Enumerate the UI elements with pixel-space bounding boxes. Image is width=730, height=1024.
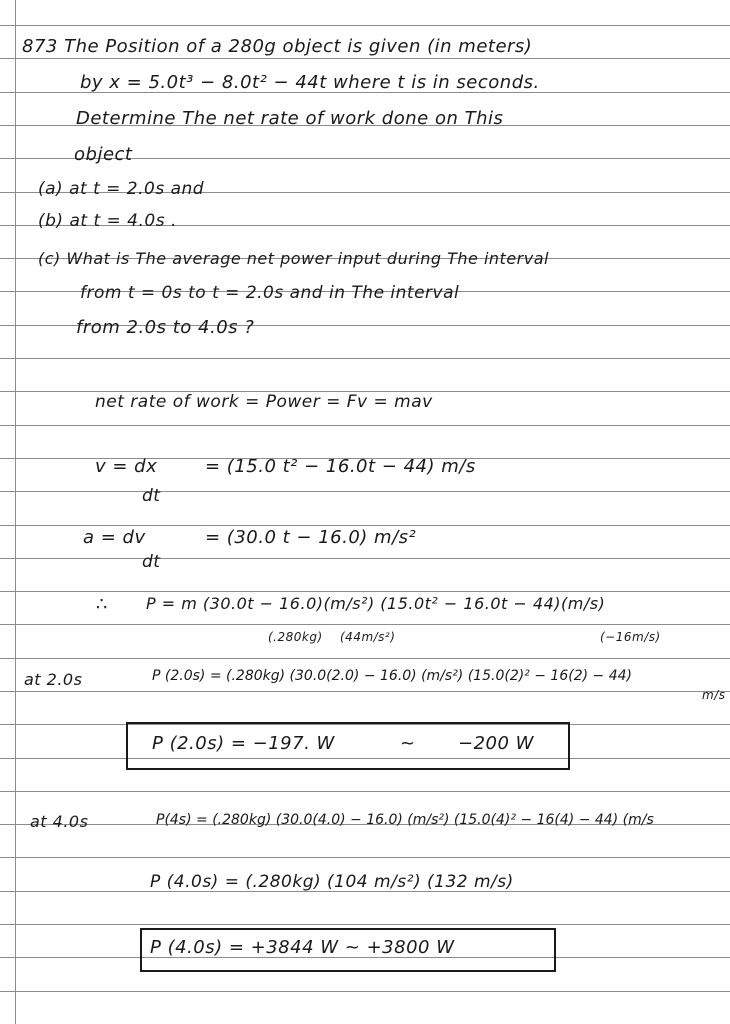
velocity-lhs: v = dx bbox=[95, 456, 158, 477]
rule-line bbox=[0, 591, 730, 592]
rule-line bbox=[0, 425, 730, 426]
power-4s-expression: P(4s) = (.280kg) (30.0(4.0) − 16.0) (m/s²) (15.0(4)² − 16(4) − 44) (m/s bbox=[156, 812, 654, 828]
part-c-line-1: (c) What is The average net power input during The interval bbox=[38, 249, 549, 268]
problem-line-4: object bbox=[74, 144, 133, 165]
rule-line bbox=[0, 857, 730, 858]
rule-line bbox=[0, 491, 730, 492]
answer-2s-rounded: −200 W bbox=[458, 733, 534, 754]
rate-of-work-line: net rate of work = Power = Fv = mav bbox=[95, 392, 433, 412]
approx-symbol: ~ bbox=[400, 733, 416, 754]
part-c-line-3: from 2.0s to 4.0s ? bbox=[76, 317, 255, 338]
rule-line bbox=[0, 624, 730, 625]
problem-line-2: by x = 5.0t³ − 8.0t² − 44t where t is in seconds. bbox=[80, 72, 540, 93]
annotation-velocity: (−16m/s) bbox=[600, 630, 661, 644]
answer-4s: P (4.0s) = +3844 W ~ +3800 W bbox=[150, 937, 455, 958]
accel-denominator: dt bbox=[142, 552, 161, 572]
margin-line bbox=[15, 0, 16, 1024]
rule-line bbox=[0, 924, 730, 925]
label-at-4s: at 4.0s bbox=[30, 812, 89, 831]
annotation-accel: (44m/s²) bbox=[340, 630, 396, 644]
power-4s-step: P (4.0s) = (.280kg) (104 m/s²) (132 m/s) bbox=[150, 872, 514, 892]
rule-line bbox=[0, 991, 730, 992]
power-2s-expression: P (2.0s) = (.280kg) (30.0(2.0) − 16.0) (m/s²) (15.0(2)² − 16(2) − 44) bbox=[152, 668, 632, 684]
therefore-symbol: ∴ bbox=[96, 594, 108, 615]
rule-line bbox=[0, 25, 730, 26]
part-a: (a) at t = 2.0s and bbox=[38, 179, 205, 199]
rule-line bbox=[0, 358, 730, 359]
answer-2s-exact: P (2.0s) = −197. W bbox=[152, 733, 335, 754]
rule-line bbox=[0, 58, 730, 59]
problem-line-1: 873 The Position of a 280g object is given (in meters) bbox=[22, 36, 533, 57]
rule-line bbox=[0, 791, 730, 792]
rule-line bbox=[0, 558, 730, 559]
velocity-denominator: dt bbox=[142, 486, 161, 506]
part-c-line-2: from t = 0s to t = 2.0s and in The interval bbox=[80, 283, 460, 303]
unit-m-per-s: m/s bbox=[702, 688, 726, 702]
power-formula: P = m (30.0t − 16.0)(m/s²) (15.0t² − 16.0t − 44)(m/s) bbox=[146, 594, 606, 613]
accel-rhs: = (30.0 t − 16.0) m/s² bbox=[205, 527, 417, 548]
label-at-2s: at 2.0s bbox=[24, 670, 83, 689]
part-b: (b) at t = 4.0s . bbox=[38, 211, 177, 231]
rule-line bbox=[0, 691, 730, 692]
velocity-rhs: = (15.0 t² − 16.0t − 44) m/s bbox=[205, 456, 476, 477]
accel-lhs: a = dv bbox=[83, 527, 146, 548]
rule-line bbox=[0, 658, 730, 659]
problem-line-3: Determine The net rate of work done on This bbox=[76, 108, 504, 129]
annotation-mass: (.280kg) bbox=[268, 630, 323, 644]
rule-line bbox=[0, 525, 730, 526]
